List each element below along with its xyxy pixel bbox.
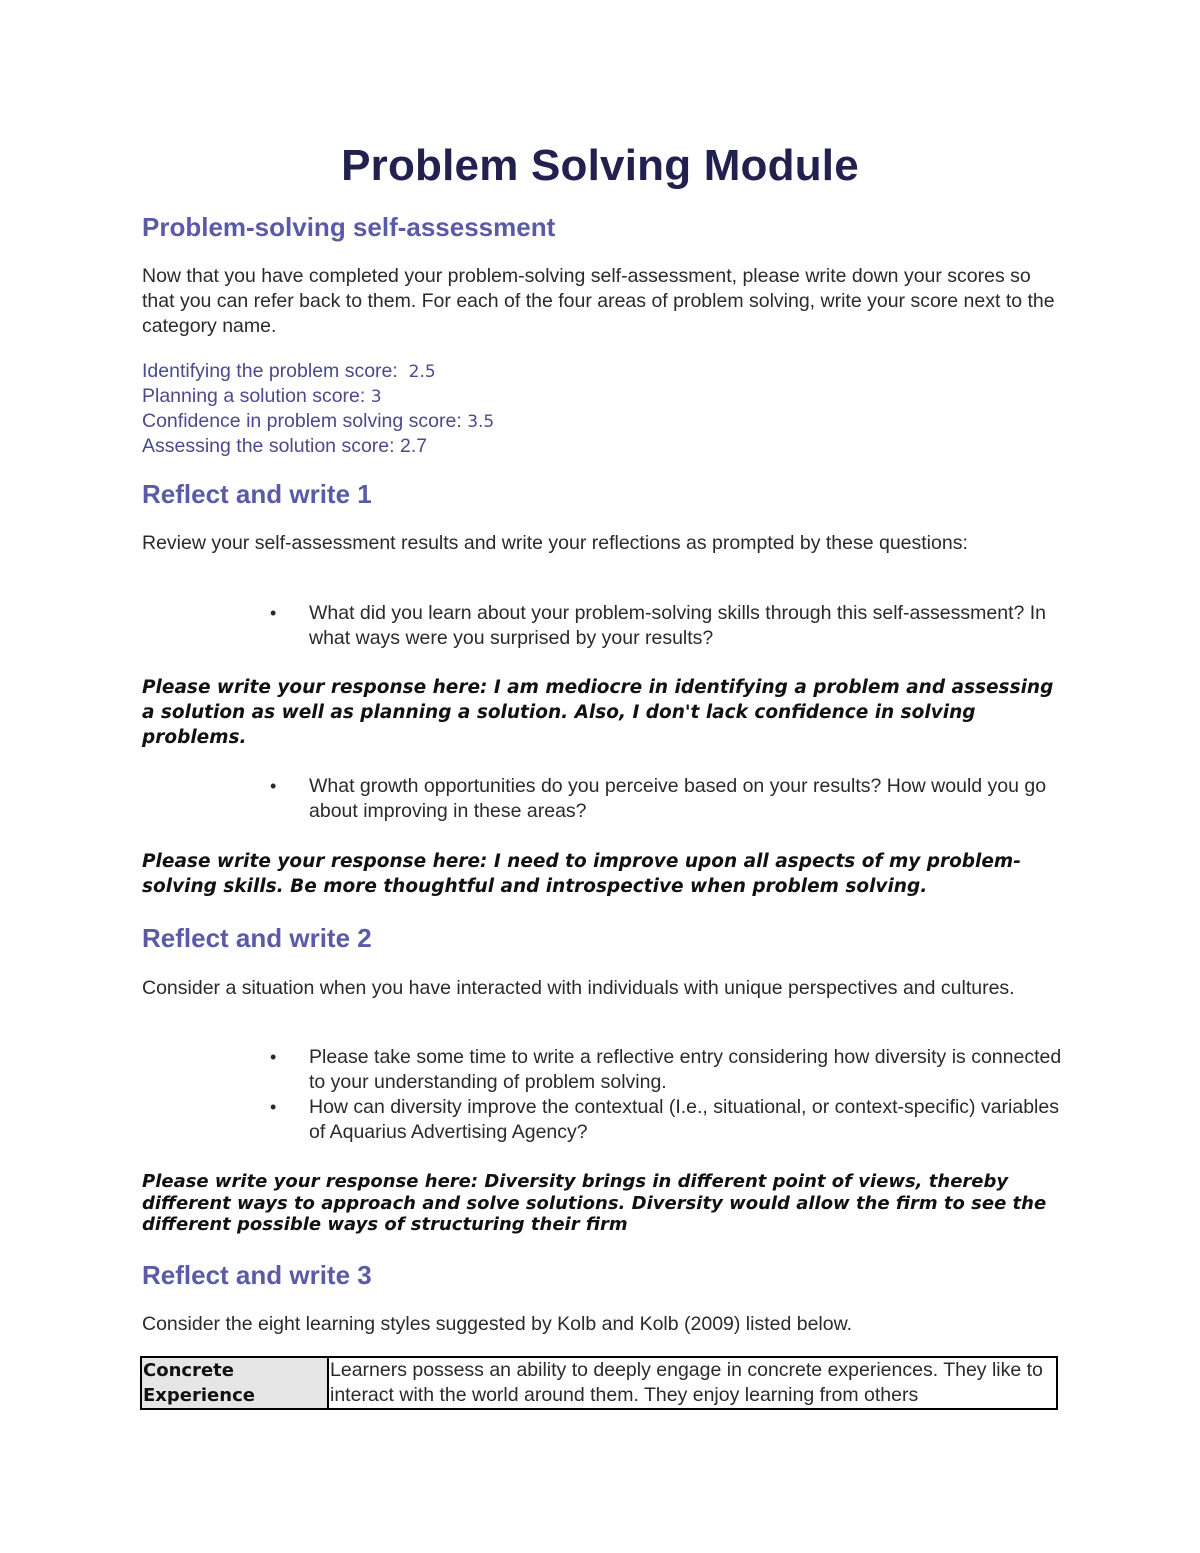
list-item-text: What did you learn about your problem-solving skills through this self-assessment? In what ways were you surprised by your results?	[309, 602, 1047, 649]
self-assessment-intro: Now that you have completed your problem-solving self-assessment, please write down your scores so that you can refer back to them. For each of the four areas of problem solving, write your score next to the category name.	[142, 265, 1055, 337]
section-heading-reflect-3: Reflect and write 3	[142, 1260, 372, 1290]
bullet-icon: •	[270, 1047, 277, 1067]
score-label: Identifying the problem score:	[142, 360, 398, 382]
score-line	[142, 409, 494, 435]
learning-style-name: Concrete Experience	[141, 1357, 328, 1409]
score-line	[142, 359, 436, 385]
bullet-icon: •	[270, 776, 277, 796]
score-line	[142, 384, 382, 410]
learning-styles-table	[140, 1356, 1058, 1410]
bullet-icon: •	[270, 603, 277, 623]
score-value: 2.5	[408, 362, 436, 382]
score-label: Planning a solution score:	[142, 385, 366, 407]
reflect-2-intro: Consider a situation when you have interacted with individuals with unique perspectives and cultures.	[142, 977, 1015, 999]
response-text: Please write your response here: I am mediocre in identifying a problem and assessing a solution as well as planning a solution. Also, I don't lack confidence in solving problems.	[142, 677, 1054, 748]
score-label: Assessing the solution score:	[142, 435, 395, 457]
score-value: 3.5	[467, 412, 495, 432]
score-value: 2.7	[399, 435, 428, 457]
section-heading-self-assessment: Problem-solving self-assessment	[142, 212, 556, 242]
reflect-1-intro: Review your self-assessment results and write your reflections as prompted by these questions:	[142, 532, 968, 554]
score-line	[142, 434, 427, 459]
response-text: Please write your response here: I need to improve upon all aspects of my problem-solving skills. Be more thoughtful and introspective when problem solving.	[142, 851, 1021, 897]
reflect-3-intro: Consider the eight learning styles suggested by Kolb and Kolb (2009) listed below.	[142, 1313, 853, 1335]
score-value: 3	[370, 387, 382, 407]
list-item-text: How can diversity improve the contextual (I.e., situational, or context-specific) variables of Aquarius Advertising Agency?	[309, 1096, 1059, 1143]
table-row	[141, 1357, 1057, 1409]
score-label: Confidence in problem solving score:	[142, 410, 462, 432]
section-heading-reflect-1: Reflect and write 1	[142, 479, 372, 509]
response-text: Please write your response here: Diversity brings in different point of views, thereby different ways to approach and solve solutions. Diversity would allow the firm to see the different possible ways of structuring their firm	[142, 1171, 1047, 1235]
list-item-text: Please take some time to write a reflective entry considering how diversity is connected to your understanding of problem solving.	[309, 1046, 1062, 1093]
page-title: Problem Solving Module	[341, 141, 859, 190]
learning-style-description: Learners possess an ability to deeply engage in concrete experiences. They like to interact with the world around them. They enjoy learning from others	[328, 1357, 1057, 1409]
bullet-icon: •	[270, 1097, 277, 1117]
list-item-text: What growth opportunities do you perceive based on your results? How would you go about improving in these areas?	[309, 775, 1047, 822]
section-heading-reflect-2: Reflect and write 2	[142, 923, 372, 953]
